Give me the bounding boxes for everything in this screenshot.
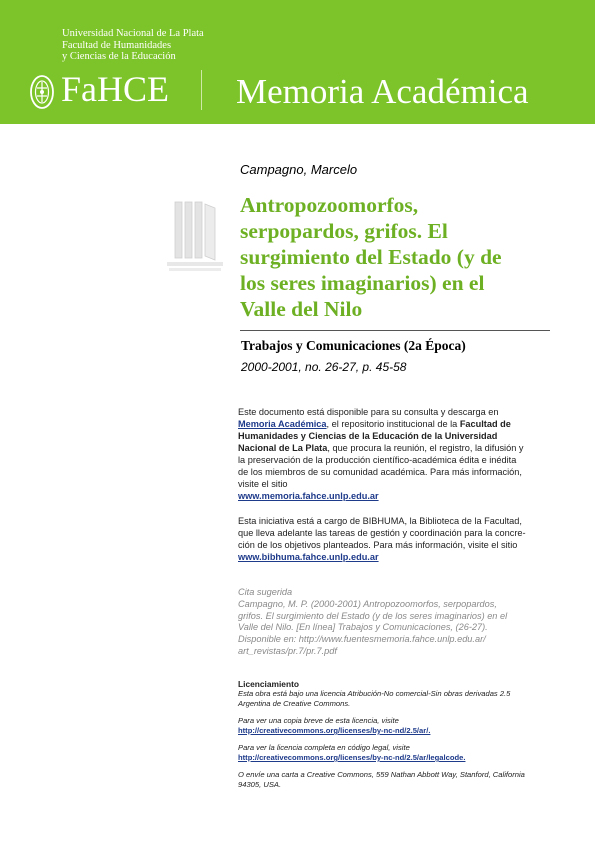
license-text: Para ver una copia breve de esta licencia, visite xyxy=(238,716,399,725)
text-line: la preservación de la producción científico-académica édita e inédita xyxy=(238,455,517,465)
citation-line: Valle del Nilo. [En línea] Trabajos y Comunicaciones, (26-27). xyxy=(238,622,488,633)
logo-fahce[interactable]: FaHCE xyxy=(61,69,169,109)
faculty-name-bold: Facultad de xyxy=(459,419,511,429)
license-text: Para ver la licencia completa en código legal, visite xyxy=(238,743,410,752)
title-line: Valle del Nilo xyxy=(240,297,363,321)
license-text: Esta obra está bajo una licencia Atribución-No comercial-Sin obras derivadas 2.5 xyxy=(238,689,511,698)
citation-line: Campagno, M. P. (2000-2001) Antropozoomorfos, serpopardos, xyxy=(238,598,497,609)
university-name xyxy=(62,28,204,63)
license-text: Argentina de Creative Commons. xyxy=(238,699,351,708)
text-line: de los miembros de su comunidad académica. Para más información, xyxy=(238,467,522,477)
citation-line: grifos. El surgimiento del Estado (y de los seres imaginarios) en el xyxy=(238,610,508,621)
license-section xyxy=(238,679,550,790)
license-short-link[interactable]: http://creativecommons.org/licenses/by-nc-nd/2.5/ar/. xyxy=(238,726,431,735)
citation-line: art_revistas/pr.7/pr.7.pdf xyxy=(238,645,337,656)
document-title xyxy=(240,192,570,322)
text-line xyxy=(238,442,548,454)
university-name-bold: Nacional de La Plata xyxy=(238,443,328,453)
title-line: los seres imaginarios) en el xyxy=(240,271,485,295)
text-span: , el repositorio institucional de la xyxy=(326,419,460,429)
text-line: Este documento está disponible para su consulta y descarga en xyxy=(238,407,499,417)
text-line xyxy=(238,418,548,430)
header-banner xyxy=(0,0,595,124)
journal-citation: 2000-2001, no. 26-27, p. 45-58 xyxy=(241,360,407,374)
journal-name: Trabajos y Comunicaciones (2a Época) xyxy=(241,338,466,353)
faculty-name-bold: Humanidades y Ciencias de la Educación de la Universidad xyxy=(238,431,498,441)
text-line: visite el sitio xyxy=(238,479,288,489)
memoria-url-link[interactable]: www.memoria.fahce.unlp.edu.ar xyxy=(238,491,379,501)
title-line: Antropozoomorfos, xyxy=(240,193,419,217)
title-divider xyxy=(240,330,550,331)
banner-divider xyxy=(201,70,202,110)
text-line: que lleva adelante las tareas de gestión y coordinación para la concre- xyxy=(238,528,526,538)
license-address: 94305, USA. xyxy=(238,780,282,789)
bibhuma-url-link[interactable]: www.bibhuma.fahce.unlp.edu.ar xyxy=(238,552,379,562)
memoria-academica-link[interactable]: Memoria Académica xyxy=(238,419,327,429)
books-watermark-icon xyxy=(165,198,227,276)
license-legalcode-link[interactable]: http://creativecommons.org/licenses/by-nc-nd/2.5/ar/legalcode. xyxy=(238,753,466,762)
repository-paragraph xyxy=(238,406,548,502)
citation-label: Cita sugerida xyxy=(238,587,293,597)
text-span: , que procura la reunión, el registro, la difusión y xyxy=(327,443,524,453)
university-line: Universidad Nacional de La Plata xyxy=(62,28,204,39)
university-seal-icon xyxy=(29,74,55,110)
title-line: serpopardos, grifos. El xyxy=(240,219,448,243)
suggested-citation xyxy=(238,587,550,658)
title-line: surgimiento del Estado (y de xyxy=(240,245,502,269)
text-line: Esta iniciativa está a cargo de BIBHUMA, la Biblioteca de la Facultad, xyxy=(238,516,522,526)
bibhuma-paragraph xyxy=(238,515,548,563)
repository-title[interactable]: Memoria Académica xyxy=(236,72,529,111)
faculty-line: Facultad de Humanidades xyxy=(62,39,172,51)
license-address: O envíe una carta a Creative Commons, 559 Nathan Abbott Way, Stanford, California xyxy=(238,770,525,779)
license-heading: Licenciamiento xyxy=(238,679,299,689)
text-line: ción de los objetivos planteados. Para más información, visite el sitio xyxy=(238,540,518,550)
citation-line: Disponible en: http://www.fuentesmemoria.fahce.unlp.edu.ar/ xyxy=(238,634,486,645)
faculty-line-2: y Ciencias de la Educación xyxy=(62,51,176,62)
document-author: Campagno, Marcelo xyxy=(240,162,358,177)
